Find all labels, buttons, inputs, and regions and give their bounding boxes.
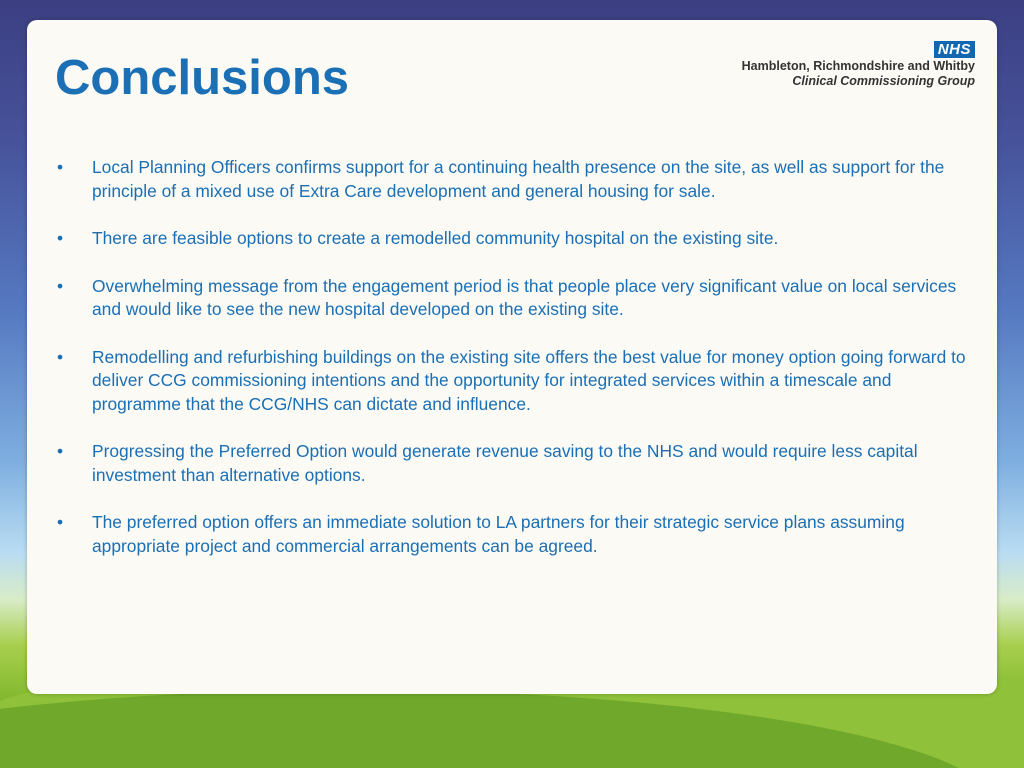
bullet-text: Remodelling and refurbishing buildings on the existing site offers the best value for money option going forward to deliver CCG commissioning intentions and the opportunity for integrated services within a timescale and programme that the CCG/NHS can dictate and influence. bbox=[92, 346, 966, 414]
org-name-line-2: Clinical Commissioning Group bbox=[792, 74, 975, 88]
bullet-icon: • bbox=[57, 441, 64, 461]
conclusions-list bbox=[57, 156, 977, 582]
bullet-text: Overwhelming message from the engagement period is that people place very significant value on local services and would like to see the new hospital developed on the existing site. bbox=[92, 275, 957, 319]
list-item bbox=[57, 440, 977, 487]
bullet-icon: • bbox=[57, 346, 64, 367]
list-item bbox=[57, 156, 977, 203]
slide-title: Conclusions bbox=[55, 51, 350, 105]
nhs-ccg-logo bbox=[742, 41, 975, 89]
nhs-logo-badge: NHS bbox=[934, 41, 975, 58]
org-name-line-1: Hambleton, Richmondshire and Whitby bbox=[741, 59, 975, 73]
list-item bbox=[57, 275, 977, 322]
bullet-icon: • bbox=[57, 512, 64, 532]
bullet-icon: • bbox=[57, 157, 64, 177]
bullet-text: Progressing the Preferred Option would generate revenue saving to the NHS and would require less capital investment than alternative options. bbox=[92, 441, 918, 485]
slide-panel bbox=[27, 20, 997, 694]
list-item bbox=[57, 511, 977, 558]
bullet-icon: • bbox=[57, 275, 64, 296]
bullet-text: The preferred option offers an immediate solution to LA partners for their strategic service plans assuming appropriate project and commercial arrangements can be agreed. bbox=[92, 512, 905, 556]
bullet-icon: • bbox=[57, 228, 64, 248]
bullet-text: There are feasible options to create a remodelled community hospital on the existing site. bbox=[92, 228, 779, 248]
list-item bbox=[57, 227, 977, 251]
list-item bbox=[57, 346, 977, 417]
bullet-text: Local Planning Officers confirms support for a continuing health presence on the site, as well as support for the principle of a mixed use of Extra Care development and general housing for sale. bbox=[92, 157, 945, 201]
